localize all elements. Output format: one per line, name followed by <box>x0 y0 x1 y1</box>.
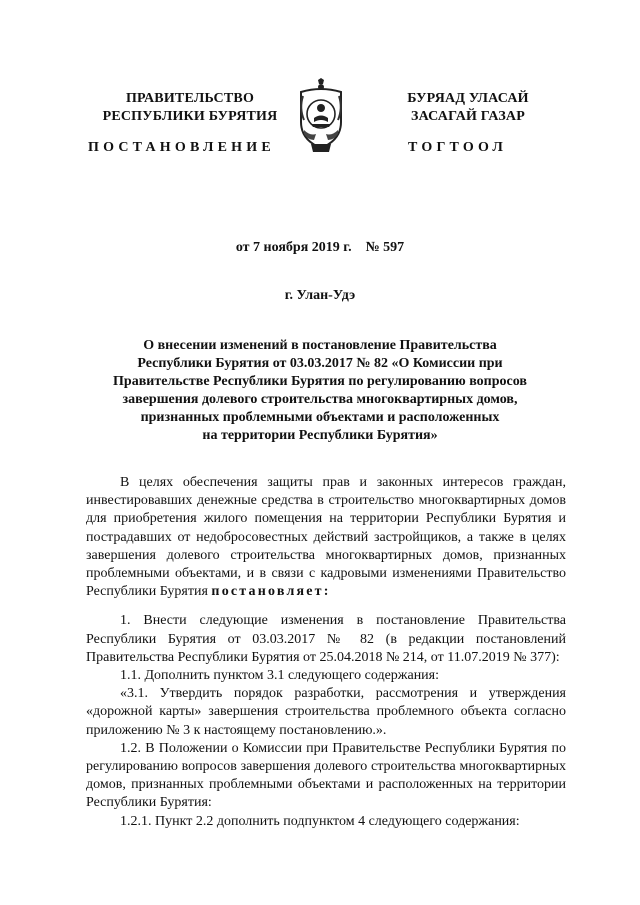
paragraph-1: 1. Внести следующие изменения в постановление Правительства Республики Бурятия от 03.03.2017 № 82 (в редакции постановлений Правительства Республики Бурятия от 25.04.2018 № 214, от 11.07.2019 № 377): <box>86 613 566 665</box>
header-right-line-2: ЗАСАГАЙ ГАЗАР <box>410 109 525 124</box>
header-right-line-1: БУРЯАД УЛАСАЙ <box>407 91 529 106</box>
title-line-2: Республики Бурятия от 03.03.2017 № 82 «О Комиссии при <box>137 356 503 371</box>
preamble-paragraph <box>86 474 566 601</box>
doc-type-buryat: ТОГТООЛ <box>408 140 508 155</box>
title-line-4: завершения долевого строительства многоквартирных домов, <box>122 392 518 407</box>
preamble-text: В целях обеспечения защиты прав и законных интересов граждан, инвестировавших денежные средства в строительство многоквартирных домов для приобретения жилого помещения на территории Республики Бурятия и пострадавших от недобросовестных действий застройщиков, а также в целях завершения долевого строительства многоквартирных домов, признанных проблемными объектами, и в связи с кадровыми изменениями Правительство Республики Бурятия <box>86 475 566 600</box>
header-left-line-1: ПРАВИТЕЛЬСТВО <box>125 91 255 106</box>
doc-type-russian: ПОСТАНОВЛЕНИЕ <box>88 140 275 155</box>
title-line-6: на территории Республики Бурятия» <box>202 428 438 443</box>
paragraph-1-2-1: 1.2.1. Пункт 2.2 дополнить подпунктом 4 следующего содержания: <box>120 813 520 829</box>
title-line-5: признанных проблемными объектами и расположенных <box>140 410 500 425</box>
header-left-line-2: РЕСПУБЛИКИ БУРЯТИЯ <box>102 109 278 124</box>
paragraph-1-1: 1.1. Дополнить пунктом 3.1 следующего содержания: <box>120 668 440 684</box>
coat-of-arms-emblem-icon <box>296 78 346 154</box>
title-line-1: О внесении изменений в постановление Правительства <box>143 338 497 353</box>
title-line-3: Правительстве Республики Бурятия по регулированию вопросов <box>113 374 527 389</box>
paragraph-3-1-text: «3.1. Утвердить порядок разработки, рассмотрения и утверждения «дорожной карты» завершения строительства проблемного объекта согласно приложению № 3 к настоящему постановлению.». <box>86 686 566 738</box>
date-and-number: от 7 ноября 2019 г. № 597 <box>235 240 405 255</box>
document-title <box>0 337 640 445</box>
paragraph-1-2: 1.2. В Положении о Комиссии при Правительстве Республики Бурятия по регулированию вопросов завершения долевого строительства многоквартирных домов, признанных проблемными объектами и расположенных на территории Республики Бурятия: <box>86 740 566 811</box>
preamble-decrees: постановляет: <box>211 584 331 600</box>
document-body <box>86 474 566 831</box>
header-left <box>90 90 290 126</box>
city: г. Улан-Удэ <box>284 288 356 303</box>
header-right <box>378 90 558 126</box>
